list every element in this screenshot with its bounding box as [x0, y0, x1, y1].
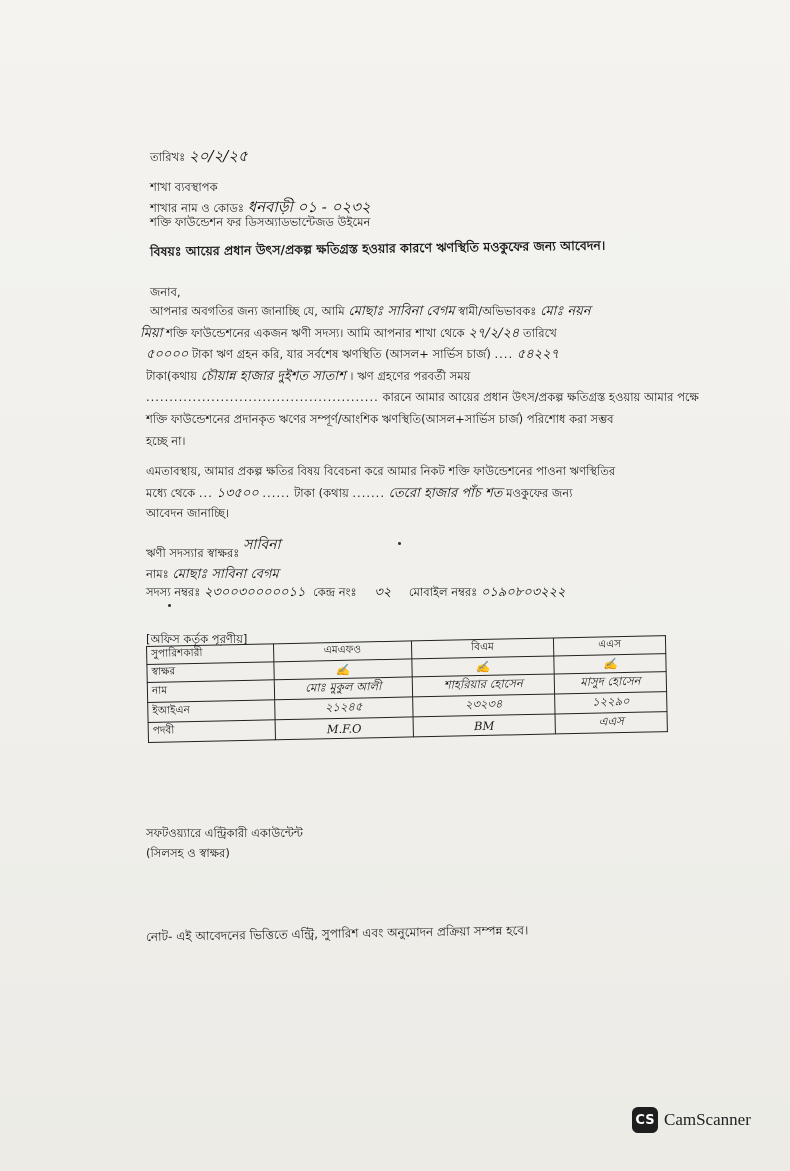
body-text: টাকা (কথায়: [294, 486, 349, 500]
body-text: । ঋণ গ্রহণের পরবর্তী সময়: [349, 369, 471, 383]
office-table: [146, 632, 668, 743]
waiver-in-words-hw: তেরো হাজার পাঁচ শত: [388, 486, 503, 501]
addressee-line-3: শক্তি ফাউন্ডেশন ফর ডিসঅ্যাডভান্টেজড উইমেন: [150, 215, 371, 229]
date-line: [150, 147, 248, 165]
applicant-name-hw: মোছাঃ সাবিনা বেগম: [348, 304, 455, 319]
signature-cell: ✍: [412, 656, 555, 677]
salutation: জনাব,: [150, 285, 181, 299]
body-text: স্বামী/অভিভাবকঃ: [458, 304, 537, 318]
signature-cell: ✍: [274, 659, 412, 680]
addressee-line-1: শাখা ব্যবস্থাপক: [150, 180, 218, 194]
date-label: তারিখঃ: [150, 150, 186, 164]
scan-speck: [398, 542, 401, 545]
table-cell: ২১২৪৫: [275, 697, 413, 720]
body-line-1: [150, 304, 591, 320]
guardian-name-hw: মোঃ নয়ন: [540, 304, 591, 319]
body-line-9: মধ্যে থেকে ... ১৩৫০০ ...... টাকা (কথায় ....... তেরো হাজার পাঁচ শত মওকুফের জন্য: [146, 486, 573, 501]
camscanner-text: CamScanner: [664, 1110, 751, 1129]
table-cell: ১২২৯০: [555, 692, 667, 714]
table-cell: এএস: [555, 712, 667, 734]
mobile-number-hw: ০১৯০৮০৩২২২: [480, 585, 566, 600]
table-cell: স্বাক্ষর: [147, 662, 274, 683]
body-text: টাকা ঋণ গ্রহন করি, যার সর্বশেষ ঋণস্থিতি (আসল+ সার্ভিস চার্জ): [191, 347, 491, 361]
body-line-4: [146, 369, 470, 385]
member-signature: সাবিনা: [243, 537, 281, 553]
table-cell: নাম: [147, 680, 274, 703]
body-text: মওকুফের জন্য: [506, 486, 573, 500]
signature-cell: ✍: [554, 654, 666, 674]
table-cell: সুপারিশকারী: [147, 644, 274, 665]
table-header: বিএম: [411, 638, 554, 659]
branch-value: ধনবাড়ী ০১ - ০২৩২: [247, 198, 371, 216]
body-text: কারনে আমার আয়ের প্রধান উৎস/প্রকল্প ক্ষতিগ্রস্ত হওয়ায় আমার পক্ষে: [382, 390, 699, 404]
outstanding-amount-hw: ৫৪২২৭: [516, 347, 560, 362]
table-cell: BM: [413, 714, 556, 737]
table-cell: ২৩২৩৪: [412, 694, 555, 717]
scan-speck: [168, 604, 171, 607]
software-accountant-line-2: (সিলসহ ও স্বাক্ষর): [146, 846, 230, 860]
body-line-3: ৫০০০০ টাকা ঋণ গ্রহন করি, যার সর্বশেষ ঋণস্থিতি (আসল+ সার্ভিস চার্জ) .... ৫৪২২৭: [146, 347, 560, 362]
member-number-hw: ২৩০০৩০০০০০১১: [203, 585, 306, 600]
waiver-amount-hw: ১৩৫০০: [216, 486, 259, 501]
member-signature-line: [146, 537, 281, 562]
loan-date-hw: ২৭/২/২৪: [468, 326, 520, 341]
member-number-line: [146, 585, 565, 601]
body-line-10: আবেদন জানাচ্ছি।: [146, 506, 230, 520]
office-section-title: [অফিস কর্তৃক পূরণীয়]: [146, 632, 248, 646]
table-cell: ইআইএন: [148, 700, 275, 723]
table-cell: মোঃ মুকুল আলী: [274, 677, 412, 700]
software-accountant-line-1: সফটওয়্যারে এন্ট্রিকারী একাউন্টেন্ট: [146, 826, 303, 840]
center-label: কেন্দ্র নংঃ: [313, 585, 357, 599]
note: নোট- এই আবেদনের ভিত্তিতে এন্ট্রি, সুপারিশ এবং অনুমোদন প্রক্রিয়া সম্পন্ন হবে।: [145, 923, 529, 944]
body-line-5: .................................................. কারনে আমার আয়ের প্রধান উৎস/প্রকল্প ক্ষতিগ্রস্ত হওয়ায় আমার পক্ষে: [146, 390, 699, 404]
addressee-line-2: [150, 198, 371, 216]
body-line-7: হচ্ছে না।: [146, 434, 186, 448]
member-signature-label: ঋণী সদস্যার স্বাক্ষরঃ: [146, 546, 240, 560]
body-text: মধ্যে থেকে: [146, 486, 196, 500]
body-line-8: এমতাবস্থায়, আমার প্রকল্প ক্ষতির বিষয় বিবেচনা করে আমার নিকট শক্তি ফাউন্ডেশনের পাওনা ঋণস্থিতির: [146, 464, 616, 478]
loan-amount-hw: ৫০০০০: [146, 347, 189, 362]
table-cell: পদবী: [148, 720, 275, 743]
subject: বিষয়ঃ আয়ের প্রধান উৎস/প্রকল্প ক্ষতিগ্রস্ত হওয়ার কারণে ঋণস্থিতি মওকুফের জন্য আবেদন।: [149, 237, 606, 259]
member-name-label: নামঃ: [146, 567, 169, 581]
member-number-label: সদস্য নম্বরঃ: [146, 585, 201, 599]
center-number-hw: ৩২: [374, 585, 392, 600]
guardian-surname-hw: মিয়া: [140, 326, 163, 341]
table-header: এএস: [554, 636, 666, 656]
table-header: এমএফও: [273, 641, 411, 662]
camscanner-logo-icon: CS: [632, 1107, 658, 1133]
table-cell: মাসুদ হোসেন: [554, 672, 666, 694]
member-name-line: [146, 567, 279, 583]
table-cell: শাহরিয়ার হোসেন: [412, 674, 555, 697]
body-line-6: শক্তি ফাউন্ডেশনের প্রদানকৃত ঋণের সম্পূর্ণ/আংশিক ঋণস্থিতি(আসল+সার্ভিস চার্জ) পরিশোধ করা সম্ভব: [146, 412, 614, 426]
outstanding-in-words-hw: চৌয়ান্ন হাজার দুইশত সাতাশ: [200, 369, 346, 384]
date-value: ২০/২/২৫: [188, 147, 248, 165]
table-cell: M.F.O: [275, 717, 413, 740]
body-text: টাকা(কথায়: [146, 369, 198, 383]
mobile-label: মোবাইল নম্বরঃ: [408, 585, 478, 599]
body-text: শক্তি ফাউন্ডেশনের একজন ঋণী সদস্য। আমি আপনার শাখা থেকে: [166, 326, 465, 340]
member-name-hw: মোছাঃ সাবিনা বেগম: [172, 567, 279, 582]
body-line-2: [140, 326, 557, 342]
camscanner-watermark: [632, 1107, 751, 1133]
body-text: আপনার অবগতির জন্য জানাচ্ছি যে, আমি: [150, 304, 345, 318]
body-text: তারিখে: [523, 326, 557, 340]
branch-label: শাখার নাম ও কোডঃ: [150, 201, 245, 215]
